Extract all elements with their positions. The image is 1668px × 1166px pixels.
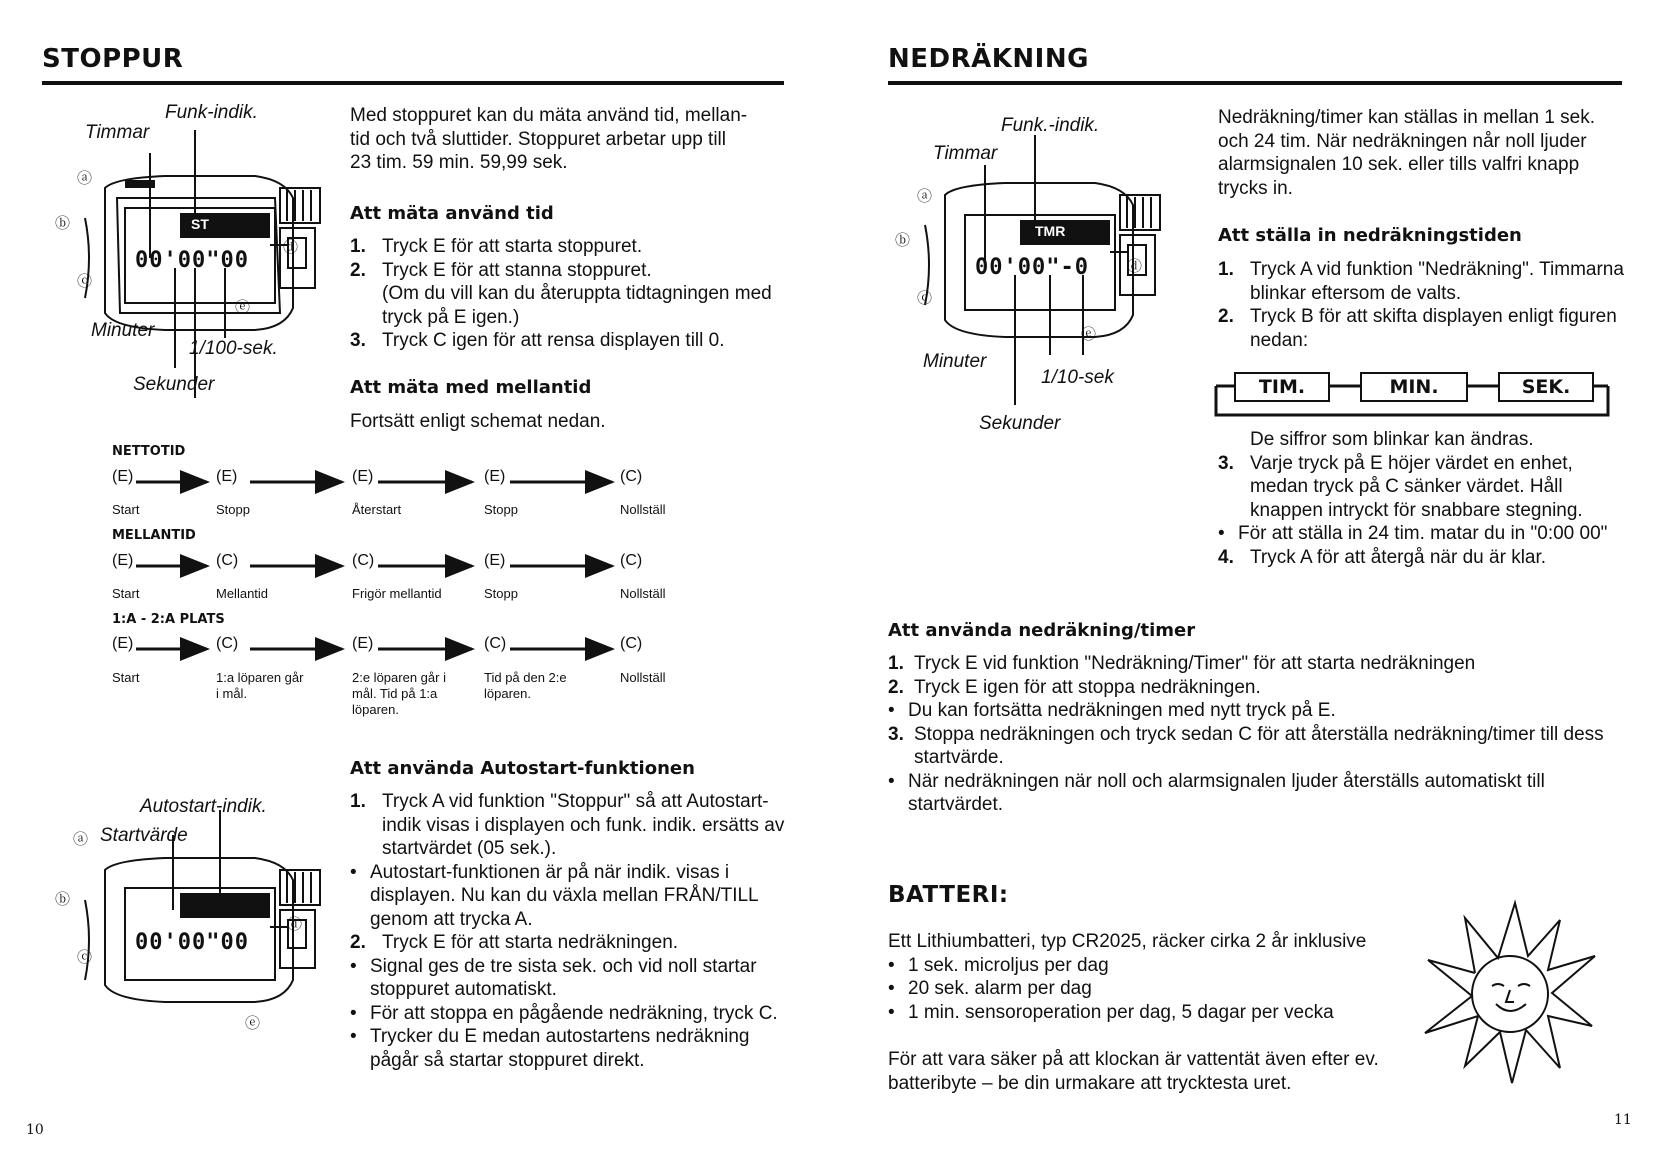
seq-caption: Nollställ — [620, 670, 666, 685]
step-text: Tryck E för att starta nedräkningen. — [382, 932, 679, 953]
step-text: Varje tryck på E höjer värdet en enhet, medan tryck på C sänker värdet. Håll knappen intryckt för snabbare stegning. — [1250, 452, 1583, 521]
button-c-icon: ⓒ — [77, 949, 93, 966]
seq-button-icon: (E) — [352, 635, 374, 652]
step-number: 1. — [350, 791, 366, 812]
sun-icon — [1420, 898, 1600, 1088]
plain-item: De siffror som blinkar kan ändras. — [1250, 429, 1534, 450]
step-text: Tryck E för att stanna stoppuret. — [382, 259, 652, 281]
intro-line: tid och två sluttider. Stoppuret arbetar upp till — [350, 128, 726, 150]
sec1-heading: Att mäta använd tid — [350, 203, 554, 224]
startvarde-label: Startvärde — [100, 825, 188, 846]
step-number: 2. — [888, 676, 904, 698]
step-text: Tryck E vid funktion "Nedräkning/Timer" för att starta nedräkningen — [914, 653, 1476, 674]
step-text: Tryck A vid funktion "Stoppur" så att Autostart-indik visas i displayen och funk. indik. ersätts av startvärdet (05 sek.). — [382, 791, 785, 859]
ned-sec1-heading: Att ställa in nedräkningstiden — [1218, 225, 1522, 246]
seq-caption: Frigör mellantid — [352, 586, 442, 601]
seq-button-icon: (C) — [620, 635, 643, 652]
ned-sec1-items-b — [1218, 428, 1628, 569]
step-item — [1218, 546, 1628, 570]
battery-item: • 1 sek. microljus per dag — [888, 954, 1408, 978]
watch-mode-indicator: ST — [191, 216, 209, 232]
bullet-item: • Du kan fortsätta nedräkningen med nytt tryck på E. — [888, 699, 1628, 723]
step-number: 2. — [350, 259, 366, 281]
button-d-icon: ⓓ — [283, 239, 299, 256]
step-number: 2. — [350, 932, 366, 953]
button-a-icon: ⓐ — [917, 188, 933, 205]
step-item — [1218, 452, 1628, 523]
sekunder-label: Sekunder — [133, 374, 215, 395]
battery-section — [888, 930, 1408, 1024]
seq-caption: Start — [112, 502, 140, 517]
watch-display-digits: 00'00"00 — [135, 930, 249, 955]
hundredths-label: 1/100-sek. — [189, 338, 278, 359]
seq-caption: Stopp — [216, 502, 250, 517]
step-text: Tryck E igen för att stoppa nedräkningen. — [914, 676, 1261, 698]
minuter-label: Minuter — [923, 351, 987, 372]
tenths-label: 1/10-sek — [1041, 367, 1114, 388]
funk-indik-label: Funk.-indik. — [1001, 115, 1100, 136]
seq-label: 1:A - 2:A PLATS — [112, 612, 225, 627]
seq-button-icon: (E) — [112, 635, 134, 652]
battery-intro: Ett Lithiumbatteri, typ CR2025, räcker cirka 2 år inklusive — [888, 931, 1367, 952]
nedrakning-title: NEDRÄKNING — [888, 44, 1089, 74]
step-number: 1. — [350, 236, 366, 257]
battery-note: För att vara säker på att klockan är vattentät även efter ev. batteribyte – be din urmakare att trycktesta uret. — [888, 1049, 1379, 1094]
seq-label: NETTOTID — [112, 444, 186, 459]
seq-caption: 2:e löparen går i mål. Tid på 1:a löparen. — [352, 670, 446, 717]
seq-button-icon: (C) — [484, 635, 507, 652]
stoppur-intro — [350, 104, 790, 175]
button-b-icon: ⓑ — [55, 891, 71, 908]
seq-caption: Återstart — [352, 502, 402, 517]
step-text: Tryck A för att återgå när du är klar. — [1250, 546, 1547, 568]
sec1-steps — [350, 235, 790, 353]
step-item — [1218, 258, 1628, 305]
timer-figure — [895, 105, 1175, 445]
intro-line: Med stoppuret kan du mäta använd tid, mellan- — [350, 105, 748, 126]
page-number-left: 10 — [26, 1122, 44, 1138]
step-number: 3. — [350, 330, 366, 351]
step-item — [888, 652, 1628, 676]
seq-button-icon: (C) — [352, 552, 375, 569]
button-e-icon: ⓔ — [245, 1015, 261, 1032]
intro-line: 23 tim. 59 min. 59,99 sek. — [350, 152, 568, 173]
step-item — [350, 259, 790, 283]
seq-button-icon: (C) — [216, 552, 239, 569]
page-number-right: 11 — [1614, 1112, 1632, 1128]
seq-button-icon: (E) — [112, 552, 134, 569]
step-number: 2. — [1218, 306, 1234, 327]
seq-button-icon: (E) — [112, 468, 134, 485]
step-number: 1. — [1218, 259, 1234, 280]
seq-caption: Stopp — [484, 502, 518, 517]
button-e-icon: ⓔ — [235, 299, 251, 316]
seq-caption: Nollställ — [620, 586, 666, 601]
step-text: Tryck E för att starta stoppuret. — [382, 236, 643, 257]
step-number: 3. — [888, 723, 904, 745]
step-number: 3. — [1218, 452, 1234, 474]
sec2-text: Fortsätt enligt schemat nedan. — [350, 411, 606, 432]
stoppur-title: STOPPUR — [42, 44, 184, 74]
sec3-items — [350, 790, 790, 1072]
bullet-item: • Signal ges de tre sista sek. och vid noll startar stoppuret automatiskt. — [350, 955, 790, 1002]
watch-illustration — [55, 790, 325, 1040]
button-d-icon: ⓓ — [287, 916, 303, 933]
button-b-icon: ⓑ — [55, 215, 71, 232]
bullet-item: • För att stoppa en pågående nedräkning, tryck C. — [350, 1002, 790, 1026]
cycle-box-tim: TIM. — [1234, 372, 1330, 402]
seq-caption: Start — [112, 670, 140, 685]
seq-button-icon: (C) — [620, 468, 643, 485]
button-d-icon: ⓓ — [1127, 258, 1143, 275]
button-a-icon: ⓐ — [77, 170, 93, 187]
batteri-title: BATTERI: — [888, 882, 1009, 908]
step-item — [350, 282, 790, 329]
bullet-item: • Trycker du E medan autostartens nedräkning pågår så startar stoppuret direkt. — [350, 1025, 790, 1072]
seq-caption: Mellantid — [216, 586, 269, 601]
seq-button-icon: (E) — [216, 468, 238, 485]
step-item — [888, 723, 1628, 770]
sequence-diagram — [112, 442, 732, 722]
timmar-label: Timmar — [933, 143, 998, 164]
nedrakning-intro: Nedräkning/timer kan ställas in mellan 1 sek. och 24 tim. När nedräkningen når noll ljuder alarmsignalen 10 sek. eller tills valfri knapp trycks in. — [1218, 107, 1596, 199]
title-rule — [888, 81, 1622, 85]
step-text: Stoppa nedräkningen och tryck sedan C för att återställa nedräkning/timer till dess startvärde. — [914, 723, 1604, 768]
seq-button-icon: (E) — [484, 468, 506, 485]
seq-caption: Stopp — [484, 586, 518, 601]
seq-button-icon: (C) — [620, 552, 643, 569]
step-text: Tryck C igen för att rensa displayen till 0. — [382, 330, 725, 351]
autostart-label: Autostart-indik. — [140, 796, 267, 817]
step-item — [350, 235, 790, 259]
seq-caption: Start — [112, 586, 140, 601]
step-item — [350, 329, 790, 353]
seq-button-icon: (E) — [484, 552, 506, 569]
timmar-label: Timmar — [85, 122, 150, 143]
step-text: (Om du vill kan du återuppta tidtagningen med tryck på E igen.) — [382, 283, 772, 328]
seq-caption: Tid på den 2:e löparen. — [484, 670, 567, 701]
step-number: 1. — [888, 653, 904, 674]
step-item — [888, 676, 1628, 700]
seq-button-icon: (E) — [352, 468, 374, 485]
seq-caption: Nollställ — [620, 502, 666, 517]
battery-item: • 1 min. sensoroperation per dag, 5 dagar per vecka — [888, 1001, 1408, 1025]
watch-display-digits: 00'00"-0 — [975, 255, 1089, 280]
step-item — [350, 790, 790, 861]
autostart-figure — [55, 790, 325, 1040]
seq-button-icon: (C) — [216, 635, 239, 652]
button-c-icon: ⓒ — [917, 290, 933, 307]
sec2-heading: Att mäta med mellantid — [350, 377, 592, 398]
step-text: Tryck B för att skifta displayen enligt figuren nedan: — [1250, 306, 1617, 351]
funk-indik-label: Funk-indik. — [165, 102, 258, 123]
watch-display-digits: 00'00"00 — [135, 248, 249, 273]
button-a-icon: ⓐ — [73, 831, 89, 848]
sekunder-label: Sekunder — [979, 413, 1061, 434]
step-text: Tryck A vid funktion "Nedräkning". Timmarna blinkar eftersom de valts. — [1250, 259, 1624, 304]
bullet-item: • För att ställa in 24 tim. matar du in "0:00 00" — [1218, 522, 1628, 546]
sec3-heading: Att använda Autostart-funktionen — [350, 758, 695, 779]
button-c-icon: ⓒ — [77, 273, 93, 290]
seq-label: MELLANTID — [112, 528, 196, 543]
step-number: 4. — [1218, 546, 1234, 568]
ned-sec1-items-a — [1218, 258, 1628, 352]
button-e-icon: ⓔ — [1081, 326, 1097, 343]
battery-item: • 20 sek. alarm per dag — [888, 977, 1408, 1001]
button-b-icon: ⓑ — [895, 232, 911, 249]
watch-mode-indicator: TMR — [1035, 223, 1066, 239]
step-item — [350, 931, 790, 955]
bullet-item: • Autostart-funktionen är på när indik. visas i displayen. Nu kan du växla mellan FRÅN/TILL genom att trycka A. — [350, 861, 790, 932]
cycle-box-sek: SEK. — [1498, 372, 1594, 402]
minuter-label: Minuter — [91, 320, 155, 341]
ned-sec2-heading: Att använda nedräkning/timer — [888, 620, 1196, 641]
display-cycle-diagram — [1212, 372, 1612, 422]
step-item — [1218, 305, 1628, 352]
stopwatch-figure — [55, 98, 325, 418]
ned-sec2-items — [888, 652, 1628, 817]
bullet-item: • När nedräkningen när noll och alarmsignalen ljuder återställs automatiskt till startvärdet. — [888, 770, 1628, 817]
cycle-box-min: MIN. — [1360, 372, 1468, 402]
sun-illustration — [1420, 898, 1600, 1088]
seq-caption: 1:a löparen går i mål. — [216, 670, 304, 701]
title-rule — [42, 81, 784, 85]
